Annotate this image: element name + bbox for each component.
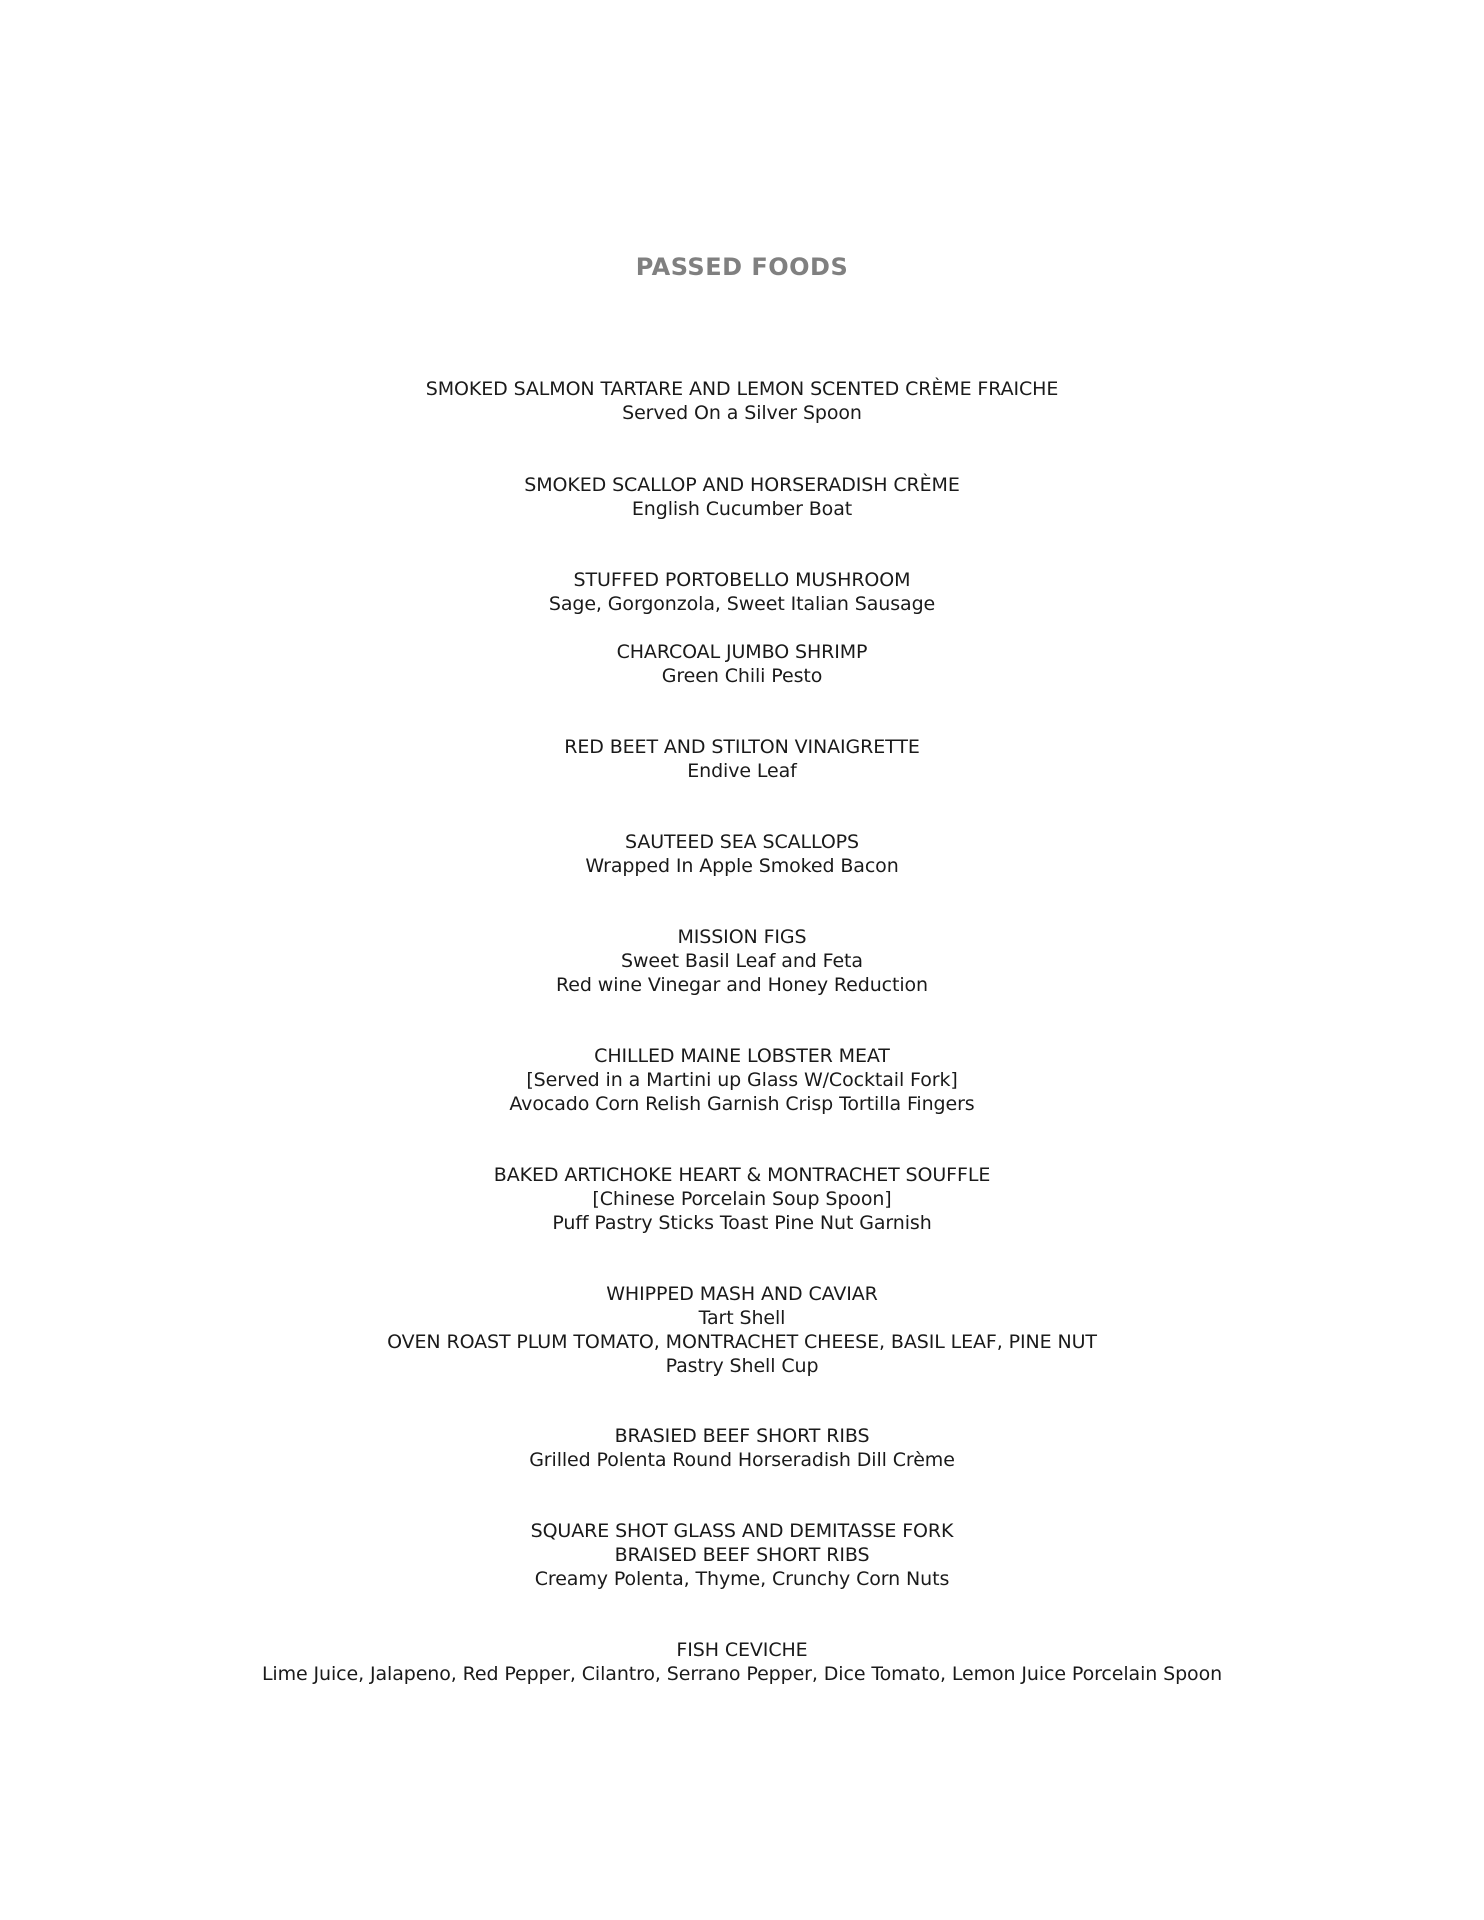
menu-item-name: SAUTEED SEA SCALLOPS <box>625 831 859 853</box>
menu-item <box>0 925 1484 997</box>
menu-item-name: BRASIED BEEF SHORT RIBS <box>614 1425 870 1447</box>
menu-item <box>0 1044 1484 1116</box>
menu-item-name: CHILLED MAINE LOBSTER MEAT <box>594 1045 890 1067</box>
menu-item <box>0 377 1484 425</box>
menu-item-description: Lime Juice, Jalapeno, Red Pepper, Cilantro, Serrano Pepper, Dice Tomato, Lemon Juice Porcelain Spoon <box>261 1663 1223 1685</box>
menu-item-description: Wrapped In Apple Smoked Bacon <box>585 855 899 877</box>
menu-item-name: WHIPPED MASH AND CAVIAR <box>606 1283 878 1305</box>
menu-item-description: Sage, Gorgonzola, Sweet Italian Sausage <box>548 593 936 615</box>
menu-item <box>0 568 1484 616</box>
menu-item-description: Red wine Vinegar and Honey Reduction <box>556 974 928 996</box>
menu-item-name: SMOKED SALMON TARTARE AND LEMON SCENTED CRÈME FRAICHE <box>425 378 1059 400</box>
menu-item <box>0 1282 1484 1378</box>
menu-item <box>0 830 1484 878</box>
menu-item <box>0 1519 1484 1591</box>
page-title: PASSED FOODS <box>635 253 849 281</box>
menu-item-name: CHARCOAL JUMBO SHRIMP <box>616 641 868 663</box>
menu-item-description: Puff Pastry Sticks Toast Pine Nut Garnish <box>552 1212 932 1234</box>
menu-item-name: RED BEET AND STILTON VINAIGRETTE <box>564 736 920 758</box>
menu-item-description: Green Chili Pesto <box>661 665 823 687</box>
menu-item-description: Sweet Basil Leaf and Feta <box>621 950 863 972</box>
menu-item <box>0 640 1484 688</box>
menu-item-description: [Chinese Porcelain Soup Spoon] <box>592 1188 892 1210</box>
menu-item-description: Pastry Shell Cup <box>665 1355 819 1377</box>
menu-item-description: Served On a Silver Spoon <box>622 402 862 424</box>
menu-item <box>0 1638 1484 1686</box>
menu-item-description: Endive Leaf <box>687 760 797 782</box>
menu-item <box>0 1163 1484 1235</box>
menu-item-name: SQUARE SHOT GLASS AND DEMITASSE FORK <box>530 1520 954 1542</box>
menu-item-name: FISH CEVICHE <box>676 1639 808 1661</box>
menu-item-description: Creamy Polenta, Thyme, Crunchy Corn Nuts <box>534 1568 950 1590</box>
menu-item-name: BRAISED BEEF SHORT RIBS <box>614 1544 870 1566</box>
menu-item-name: BAKED ARTICHOKE HEART & MONTRACHET SOUFFLE <box>493 1164 991 1186</box>
menu-item <box>0 1424 1484 1472</box>
menu-item-description: [Served in a Martini up Glass W/Cocktail Fork] <box>526 1069 958 1091</box>
menu-item-description: Grilled Polenta Round Horseradish Dill Crème <box>529 1449 955 1471</box>
menu-item-name: SMOKED SCALLOP AND HORSERADISH CRÈME <box>524 474 960 496</box>
menu-item-description: English Cucumber Boat <box>631 498 853 520</box>
menu-item-name: STUFFED PORTOBELLO MUSHROOM <box>573 569 911 591</box>
menu-item-description: Tart Shell <box>698 1307 786 1329</box>
menu-item <box>0 735 1484 783</box>
menu-item <box>0 473 1484 521</box>
menu-item-description: Avocado Corn Relish Garnish Crisp Tortilla Fingers <box>509 1093 975 1115</box>
menu-item-name: MISSION FIGS <box>677 926 807 948</box>
menu-item-name: OVEN ROAST PLUM TOMATO, MONTRACHET CHEESE, BASIL LEAF, PINE NUT <box>387 1331 1097 1353</box>
